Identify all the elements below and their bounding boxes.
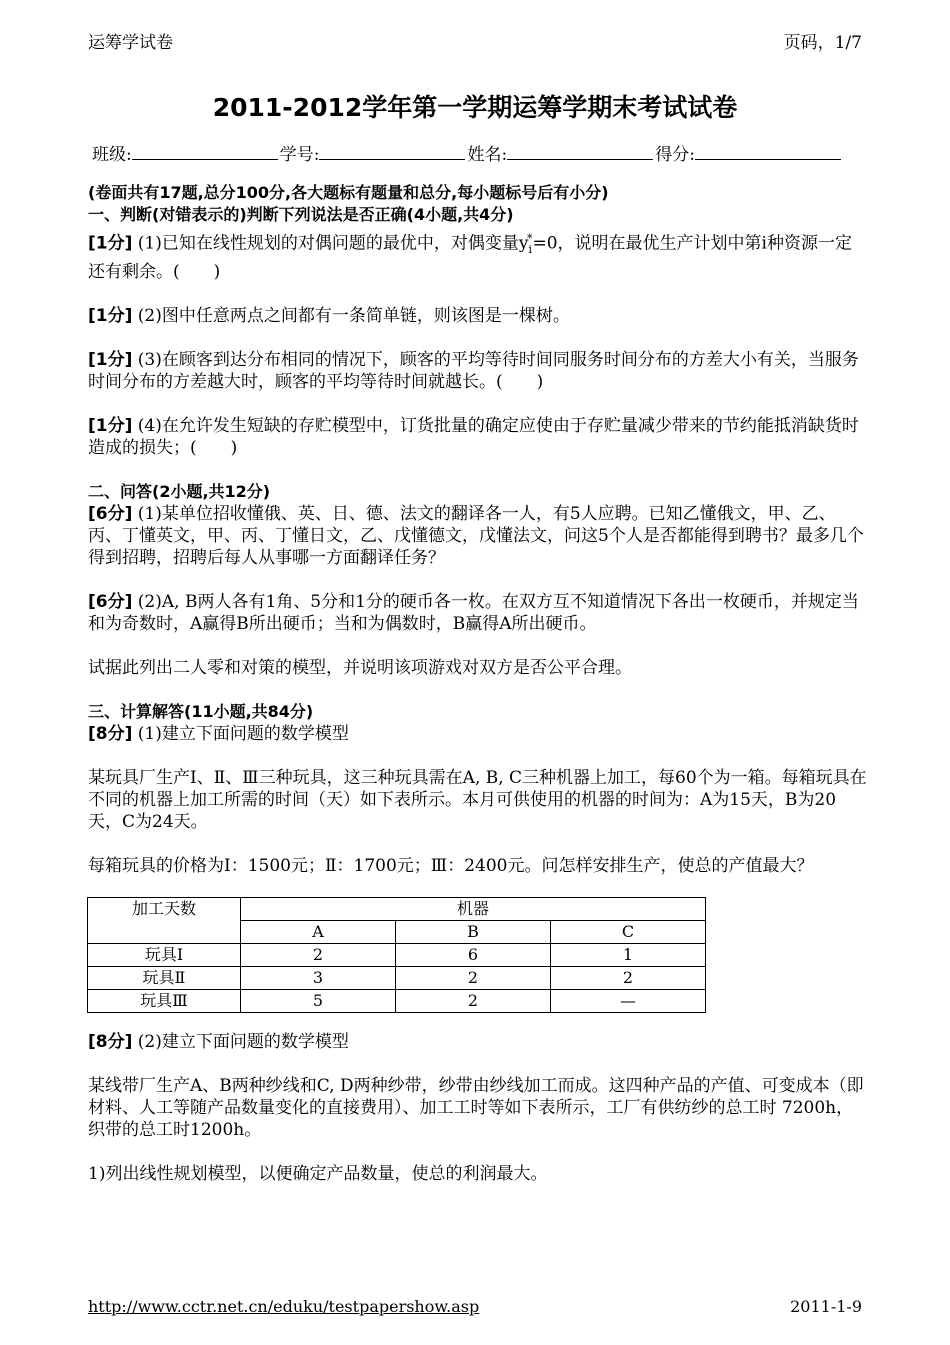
- header-left: 运筹学试卷: [88, 33, 173, 53]
- student-info-row: [92, 140, 843, 165]
- s1-question-2: [88, 305, 868, 327]
- points-badge: [1分]: [88, 233, 133, 254]
- table-cell: —: [551, 990, 706, 1013]
- s3-q1-paragraph-1: 某玩具厂生产Ⅰ、Ⅱ、Ⅲ三种玩具，这三种玩具需在A, B, C三种机器上加工，每60个为一箱。每箱玩具在不同的机器上加工所需的时间（天）如下表所示。本月可供使用的机器的时间为：A为15天，B为20天，C为24天。: [88, 768, 867, 833]
- points-badge: [6分]: [88, 504, 133, 525]
- table-cell: 6: [396, 944, 551, 967]
- s3-q1-paragraph-2: 每箱玩具的价格为Ⅰ：1500元；Ⅱ：1700元；Ⅲ：2400元。问怎样安排生产，使总的产值最大？: [88, 856, 814, 877]
- s2-question-2-followup: 试据此列出二人零和对策的模型，并说明该项游戏对双方是否公平合理。: [88, 658, 632, 679]
- table-row: [88, 990, 706, 1013]
- question-text: (2)A, B两人各有1角、5分和1分的硬币各一枚。在双方互不知道情况下各出一枚硬币，并规定当和为奇数时，A赢得B所出硬币；当和为偶数时，B赢得A所出硬币。: [88, 592, 859, 635]
- table-cell: 2: [241, 944, 396, 967]
- s1-question-3: [88, 349, 868, 393]
- table-cell: 2: [396, 990, 551, 1013]
- table-corner-header: 加工天数: [88, 898, 241, 944]
- s3-question-1: [88, 723, 868, 745]
- student-id-blank: [319, 145, 465, 160]
- subscript-i: i: [528, 243, 532, 257]
- table-row: [88, 944, 706, 967]
- footer-date: 2011-1-9: [790, 1297, 862, 1316]
- table-cell: 3: [241, 967, 396, 990]
- name-blank: [507, 145, 653, 160]
- class-blank: [132, 145, 278, 160]
- score-label: 得分:: [655, 145, 695, 165]
- row-header: 玩具Ⅱ: [88, 967, 241, 990]
- question-text: (2)建立下面问题的数学模型: [137, 1032, 349, 1053]
- class-label: 班级:: [92, 145, 132, 165]
- exam-content: [88, 182, 868, 1185]
- row-header: 玩具Ⅲ: [88, 990, 241, 1013]
- s3-question-2: [88, 1031, 868, 1053]
- s1-question-1: [88, 228, 868, 283]
- question-text: (1)建立下面问题的数学模型: [137, 724, 349, 745]
- table-col-header: B: [396, 921, 551, 944]
- question-text: (2)图中任意两点之间都有一条简单链，则该图是一棵树。: [137, 306, 570, 327]
- s3-q2-paragraph-2: 1)列出线性规划模型，以便确定产品数量，使总的利润最大。: [88, 1164, 548, 1185]
- question-text: (4)在允许发生短缺的存贮模型中，订货批量的确定应使由于存贮量减少带来的节约能抵消缺货时造成的损失；( ): [88, 416, 859, 459]
- question-text: (1)某单位招收懂俄、英、日、德、法文的翻译各一人，有5人应聘。已知乙懂俄文，甲、乙、丙、丁懂英文，甲、丙、丁懂日文，乙、戊懂德文，戊懂法文，问这5个人是否都能得到聘书？最多几个得到招聘，招聘后每人从事哪一方面翻译任务？: [88, 504, 864, 569]
- table-group-header: 机器: [241, 898, 706, 921]
- points-badge: [8分]: [88, 724, 133, 745]
- student-id-label: 学号:: [279, 145, 320, 165]
- table-cell: 2: [396, 967, 551, 990]
- exam-title: 2011-2012学年第一学期运筹学期末考试试卷: [212, 93, 738, 122]
- header-page-number: 页码，1/7: [783, 33, 862, 53]
- table-row: [88, 967, 706, 990]
- section3-heading: 三、计算解答(11小题,共84分): [88, 702, 314, 722]
- row-header: 玩具Ⅰ: [88, 944, 241, 967]
- s2-question-2: [88, 591, 868, 635]
- table-col-header: C: [551, 921, 706, 944]
- table-cell: 1: [551, 944, 706, 967]
- s1-question-4: [88, 415, 868, 459]
- table-cell: 2: [551, 967, 706, 990]
- points-badge: [8分]: [88, 1032, 133, 1053]
- section2-heading: 二、问答(2小题,共12分): [88, 482, 271, 502]
- exam-intro: (卷面共有17题,总分100分,各大题标有题量和总分,每小题标号后有小分): [88, 183, 609, 202]
- table-col-header: A: [241, 921, 396, 944]
- question-text-cont: =0，说明在最优生产计划中第i种资源一定还有剩余。( ): [88, 233, 852, 283]
- section1-heading: 一、判断(对错表示的)判断下列说法是否正确(4小题,共4分): [88, 205, 514, 224]
- s2-question-1: [88, 503, 868, 569]
- points-badge: [1分]: [88, 306, 133, 327]
- score-blank: [695, 145, 841, 160]
- superscript-star: *: [527, 232, 533, 245]
- points-badge: [1分]: [88, 416, 133, 437]
- table-cell: 5: [241, 990, 396, 1013]
- name-label: 姓名:: [467, 145, 508, 165]
- s3-q2-paragraph-1: 某线带厂生产A、B两种纱线和C, D两种纱带，纱带由纱线加工而成。这四种产品的产值、可变成本（即材料、人工等随产品数量变化的直接费用）、加工工时等如下表所示，工厂有供纺纱的总工时 7200h，织带的总工时1200h。: [88, 1076, 864, 1141]
- question-text: (1)已知在线性规划的对偶问题的最优中，对偶变量y: [137, 233, 529, 254]
- question-text: (3)在顾客到达分布相同的情况下，顾客的平均等待时间同服务时间分布的方差大小有关，当服务时间分布的方差越大时，顾客的平均等待时间就越长。( ): [88, 350, 859, 393]
- points-badge: [1分]: [88, 350, 133, 371]
- footer-url-link[interactable]: http://www.cctr.net.cn/eduku/testpapershow.asp: [88, 1297, 480, 1316]
- points-badge: [6分]: [88, 592, 133, 613]
- toy-machine-table: [87, 897, 706, 1013]
